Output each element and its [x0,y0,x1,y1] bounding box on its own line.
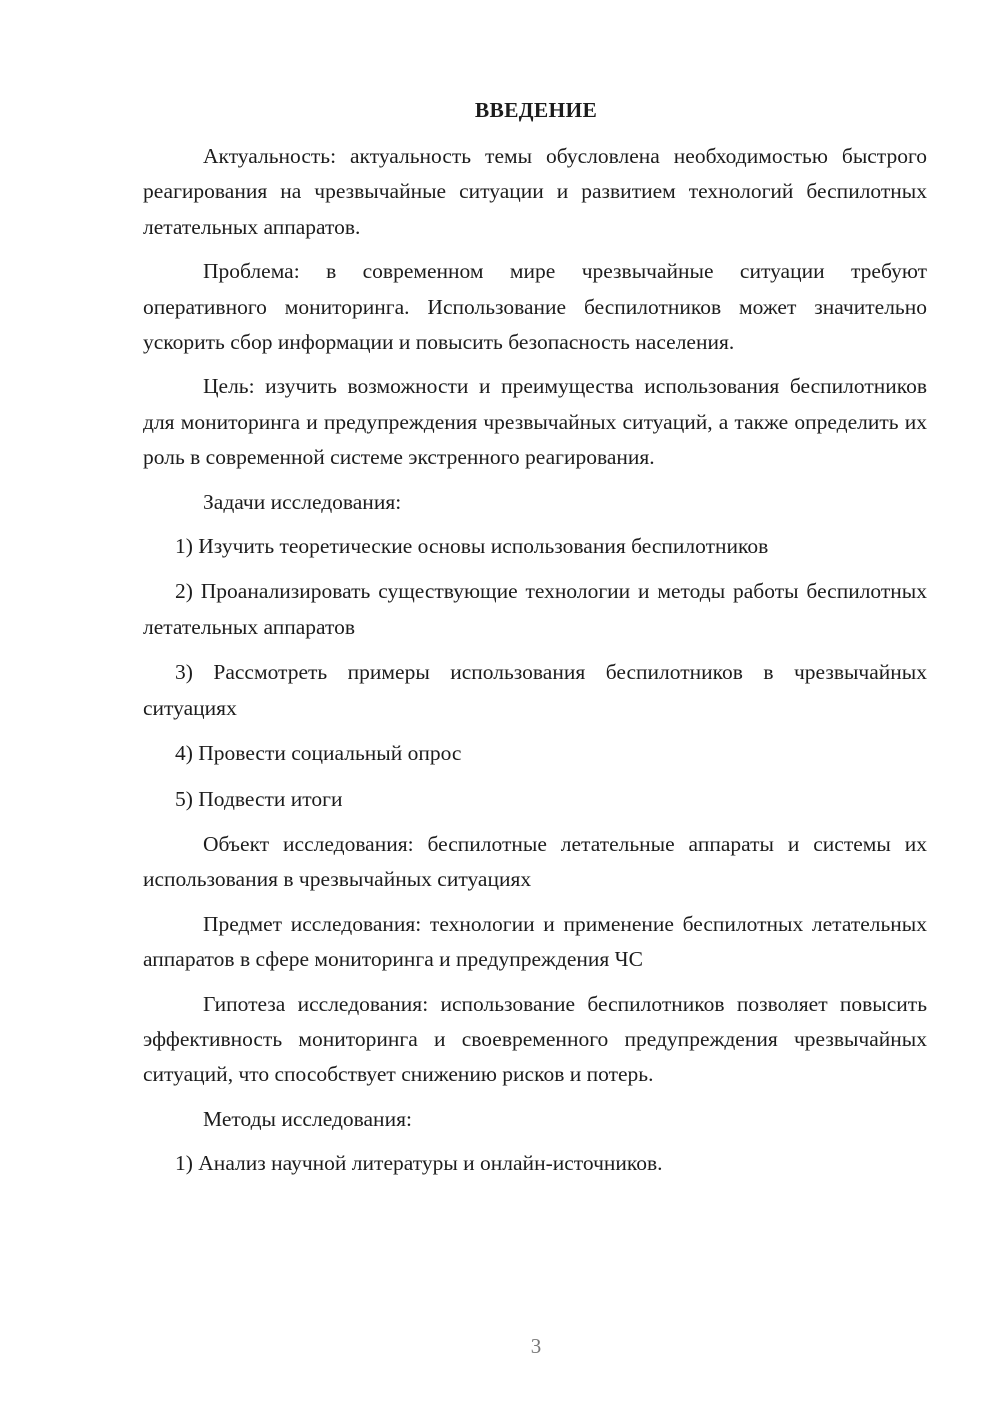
methods-heading: Методы исследования: [203,1106,412,1131]
task-item-2: 2) Проанализировать существующие технологии и методы работы беспилотных летательных аппаратов [143,579,927,639]
task-item-1: 1) Изучить теоретические основы использования беспилотников [175,534,769,559]
goal-paragraph: Цель: изучить возможности и преимущества использования беспилотников для мониторинга и предупреждения чрезвычайных ситуаций, а также определить их роль в современной системе экстренного реагирования. [143,374,927,470]
problem-paragraph: Проблема: в современном мире чрезвычайные ситуации требуют оперативного мониторинга. Использование беспилотников может значительно ускорить сбор информации и повысить безопасность населения. [143,259,927,355]
tasks-heading: Задачи исследования: [203,489,402,514]
section-title: ВВЕДЕНИЕ [474,98,598,122]
task-item-5: 5) Подвести итоги [175,786,343,811]
page-content [143,95,927,1192]
task-item-4: 4) Провести социальный опрос [175,741,462,766]
task-item-3: 3) Рассмотреть примеры использования беспилотников в чрезвычайных ситуациях [143,660,927,720]
method-item-1: 1) Анализ научной литературы и онлайн-источников. [175,1151,663,1176]
subject-paragraph: Предмет исследования: технологии и применение беспилотных летательных аппаратов в сфере мониторинга и предупреждения ЧС [143,911,927,972]
relevance-paragraph: Актуальность: актуальность темы обусловлена необходимостью быстрого реагирования на чрезвычайные ситуации и развитием технологий беспилотных летательных аппаратов. [143,144,927,239]
page-number: 3 [530,1334,542,1358]
hypothesis-paragraph: Гипотеза исследования: использование беспилотников позволяет повысить эффективность мониторинга и своевременного предупреждения чрезвычайных ситуаций, что способствует снижению рисков и потерь. [143,991,927,1087]
object-paragraph: Объект исследования: беспилотные летательные аппараты и системы их использования в чрезвычайных ситуациях [143,831,927,892]
